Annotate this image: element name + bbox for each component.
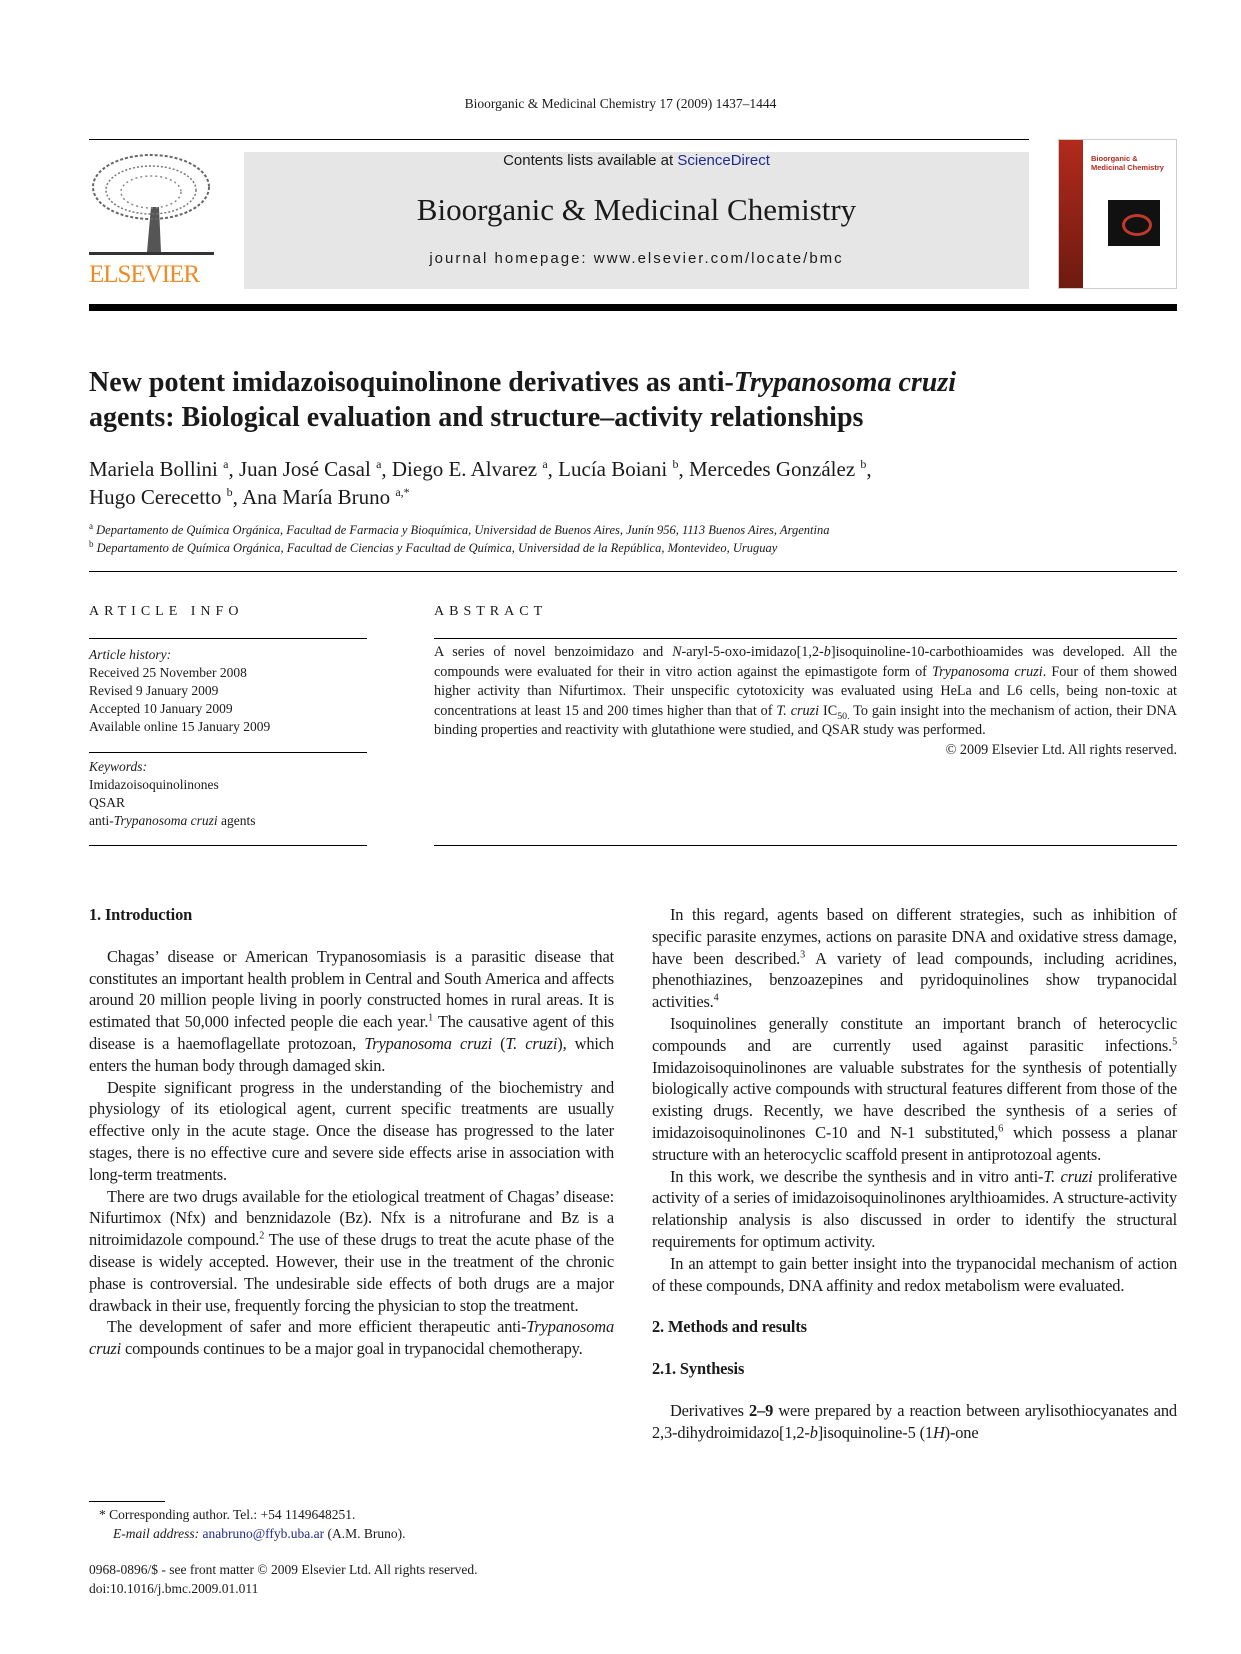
footnote	[89, 1506, 614, 1543]
text-segment: 3	[800, 949, 806, 961]
email-link[interactable]: anabruno@ffyb.uba.ar	[202, 1525, 325, 1541]
paragraph	[652, 1013, 1177, 1166]
divider	[89, 638, 367, 639]
text-segment: 1	[428, 1012, 434, 1024]
copyright: © 2009 Elsevier Ltd. All rights reserved.	[945, 741, 1177, 758]
divider	[89, 752, 367, 753]
text-segment: 4	[713, 992, 719, 1004]
text-segment: ]isoquinoline-5 (1	[817, 1422, 933, 1442]
text-segment: Mariela Bollini	[89, 457, 224, 481]
text-line	[434, 643, 1177, 741]
text-line	[89, 483, 1179, 511]
text-segment: T. cruzi	[505, 1033, 558, 1053]
paragraph	[89, 1316, 614, 1360]
email-suffix: (A.M. Bruno).	[324, 1525, 406, 1541]
text-segment: Trypanosoma cruzi	[89, 1317, 614, 1359]
email-label: E-mail address:	[113, 1525, 203, 1541]
text-line	[89, 400, 1179, 435]
text-segment: Departamento de Química Orgánica, Facultad de Ciencias y Facultad de Química, Universidad de la República, Montevideo, Uruguay	[93, 541, 778, 555]
text-segment: ,	[866, 457, 872, 481]
text-line	[89, 539, 1179, 557]
text-segment: IC	[819, 702, 838, 719]
front-matter	[89, 1561, 689, 1598]
journal-title: Bioorganic & Medicinal Chemistry	[416, 192, 857, 227]
text-segment: Imidazoisoquinolinones	[89, 777, 219, 792]
text-line	[89, 812, 367, 830]
text-segment: proliferative activity of a series of imidazoisoquinolinones arylthioamides. A structure-activity relationship analysis is also discussed in order to identify the structural requirements for optimum activity.	[652, 1166, 1178, 1251]
text-segment: T. cruzi	[1043, 1166, 1093, 1186]
right-column	[652, 904, 1177, 1444]
text-segment: In this work, we describe the synthesis and in vitro anti-	[670, 1166, 1044, 1186]
keywords-label: Keywords:	[89, 759, 147, 774]
text-segment: New potent imidazoisoquinolinone derivatives as anti-	[89, 367, 734, 398]
text-line	[89, 794, 367, 812]
section-heading: 2.1. Synthesis	[652, 1359, 745, 1379]
journal-homepage[interactable]: journal homepage: www.elsevier.com/locate/bmc	[429, 250, 844, 267]
text-segment: T. cruzi	[776, 702, 820, 719]
article-history	[89, 646, 367, 736]
journal-cover	[1058, 139, 1177, 289]
footnote-area	[89, 1481, 614, 1598]
text-segment: Despite significant progress in the understanding of the biochemistry and physiology of its etiological agent, current specific treatments are usually effective only in the acute stage. Once the disease has progressed to the later stages, there is no effective cure and severe side effects arise in association with long-term treatments.	[89, 1077, 614, 1184]
tree-icon	[89, 152, 214, 260]
text-segment: b	[823, 644, 831, 660]
text-segment: There are two drugs available for the etiological treatment of Chagas’ disease: Nifurtimox (Nfx) and benznidazole (Bz). Nfx is a nitrofurane and Bz is a nitroimidazole compound.	[89, 1186, 614, 1250]
text-segment: Hugo Cerecetto	[89, 485, 227, 509]
text-segment: ), which enters the human body through damaged skin.	[89, 1033, 614, 1075]
text-segment: b	[860, 457, 867, 471]
text-segment: -aryl-5-oxo-imidazo[1,2-	[681, 644, 824, 660]
paragraph	[652, 1253, 1177, 1297]
contents-prefix: Contents lists available at	[503, 152, 678, 169]
left-column-wrapper	[89, 904, 614, 1598]
doi-line[interactable]: doi:10.1016/j.bmc.2009.01.011	[89, 1580, 259, 1596]
history-item: Accepted 10 January 2009	[89, 701, 233, 716]
text-segment: (	[491, 1033, 506, 1053]
text-segment: N	[672, 644, 682, 660]
author-list	[89, 455, 1179, 511]
text-segment: 2	[259, 1230, 265, 1242]
text-segment: Trypanosoma cruzi	[113, 813, 218, 828]
text-segment: , Ana María Bruno	[232, 485, 396, 509]
paragraph	[89, 1186, 614, 1317]
text-segment: a	[223, 457, 229, 471]
text-segment: compounds continues to be a major goal in trypanocidal chemotherapy.	[121, 1339, 583, 1359]
text-segment: QSAR	[89, 795, 126, 810]
section-heading: 2. Methods and results	[652, 1317, 807, 1337]
history-item: Available online 15 January 2009	[89, 719, 271, 734]
divider	[434, 638, 1177, 639]
text-segment: Trypanosoma cruzi	[733, 367, 957, 398]
affiliations	[89, 521, 1179, 557]
text-segment: b	[226, 485, 233, 499]
text-segment: Trypanosoma cruzi	[932, 663, 1043, 680]
issn-line: 0968-0896/$ - see front matter © 2009 Elsevier Ltd. All rights reserved.	[89, 1562, 478, 1577]
text-segment: Imidazoisoquinolinones are valuable substrates for the synthesis of potentially biologically active compounds with structural features different from those of the existing drugs. Recently, we have described the synthesis of a series of imidazoisoquinolinones C-10 and N-1 substituted,	[652, 1057, 1177, 1142]
text-segment: Isoquinolines generally constitute an important branch of heterocyclic compounds and are currently used against parasitic infections.	[652, 1013, 1177, 1055]
footnote-rule	[89, 1501, 165, 1502]
abstract-text	[434, 643, 1177, 761]
history-item: Received 25 November 2008	[89, 665, 247, 680]
text-segment: A series of novel benzoimidazo and	[434, 644, 673, 660]
sciencedirect-link[interactable]: ScienceDirect	[677, 152, 770, 169]
text-segment: , Juan José Casal	[228, 457, 377, 481]
text-segment: 50.	[837, 710, 850, 722]
top-rule	[89, 139, 1029, 140]
text-segment: , Lucía Boiani	[547, 457, 673, 481]
divider	[89, 571, 1177, 572]
article-header	[89, 365, 1179, 557]
publisher-logo-text: ELSEVIER	[89, 261, 200, 288]
text-segment: In this regard, agents based on different strategies, such as inhibition of specific parasite enzymes, actions on parasite DNA and oxidative stress damage, have been described.	[652, 905, 1177, 968]
divider	[89, 845, 367, 846]
text-segment: . Four of them showed higher activity than Nifurtimox. Their unspecific cytotoxicity was evaluated using HeLa and L6 cells, being non-toxic at concentrations at least 15 and 200 times higher than that of	[434, 663, 1177, 719]
text-segment: 2–9	[749, 1400, 774, 1420]
journal-masthead	[244, 152, 1029, 289]
abstract-heading: ABSTRACT	[434, 604, 548, 619]
text-segment: Derivatives	[670, 1400, 750, 1420]
text-segment: a	[542, 457, 548, 471]
history-label: Article history:	[89, 647, 172, 662]
text-segment: which possess a planar structure with an heterocyclic scaffold present in antiprotozoal agents.	[652, 1122, 1177, 1164]
text-segment: ]isoquinoline-10-carbothioamides was developed. All the compounds were evaluated for their in vitro action against the epimastigote form of	[434, 644, 1177, 680]
elsevier-logo	[89, 152, 214, 289]
left-column	[89, 904, 614, 1360]
paragraph	[652, 1400, 1177, 1444]
text-line	[89, 521, 1179, 539]
keywords	[89, 758, 367, 830]
history-item: Revised 9 January 2009	[89, 683, 219, 698]
text-segment: The use of these drugs to treat the acute phase of the disease is widely accepted. However, their use in the treatment of the chronic phase is controversial. The undesirable side effects of both drugs are a major drawback in their use, frequently forcing the physician to stop the treatment.	[89, 1230, 615, 1315]
paragraph	[652, 904, 1177, 1013]
divider	[434, 845, 1177, 846]
article-info-heading: ARTICLE INFO	[89, 604, 244, 619]
paragraph	[652, 1166, 1177, 1253]
text-line	[89, 365, 1179, 400]
text-segment: b	[809, 1422, 818, 1442]
article-title	[89, 365, 1179, 435]
corresponding-author: * Corresponding author. Tel.: +54 1149648251.	[99, 1507, 356, 1522]
text-segment: H	[932, 1422, 945, 1442]
paragraph	[89, 946, 614, 1077]
running-header: Bioorganic & Medicinal Chemistry 17 (2009) 1437–1444	[464, 96, 777, 111]
text-segment: , Diego E. Alvarez	[381, 457, 543, 481]
text-segment: a	[376, 457, 382, 471]
text-segment: Trypanosoma cruzi	[364, 1033, 492, 1053]
text-segment: anti-	[89, 813, 114, 828]
text-segment: 5	[1172, 1036, 1177, 1048]
text-segment: agents	[217, 813, 256, 828]
text-segment: To gain insight into the mechanism of action, their DNA binding properties and reactivity with glutathione were studied, and QSAR study was performed.	[434, 702, 1178, 739]
text-segment: The development of safer and more efficient therapeutic anti-	[107, 1317, 527, 1337]
text-segment: b	[89, 538, 94, 549]
text-segment: 6	[998, 1123, 1004, 1135]
text-segment: agents: Biological evaluation and structure–activity relationships	[89, 402, 864, 433]
text-segment: b	[672, 457, 679, 471]
header-thick-rule	[89, 304, 1177, 311]
text-line	[89, 455, 1179, 483]
text-line	[89, 776, 367, 794]
text-segment: )-one	[944, 1422, 979, 1442]
text-segment: A variety of lead compounds, including acridines, phenothiazines, benzoazepines and pyridoquinolines show trypanocidal activities.	[652, 948, 1177, 1012]
cover-title: Bioorganic & Medicinal Chemistry	[1091, 154, 1164, 172]
section-heading: 1. Introduction	[89, 905, 193, 924]
text-segment: Chagas’ disease or American Trypanosomiasis is a parasitic disease that constitutes an important health problem in Central and South America and affects around 20 million people living in poorly constructed homes in rural areas. It is estimated that 50,000 infected people die each year.	[89, 946, 614, 1032]
text-segment: a	[89, 520, 93, 531]
paragraph	[89, 1077, 614, 1186]
text-segment: were prepared by a reaction between arylisothiocyanates and 2,3-dihydroimidazo[1,2-	[652, 1400, 1177, 1442]
text-segment: Departamento de Química Orgánica, Facultad de Farmacia y Bioquímica, Universidad de Buenos Aires, Junín 956, 1113 Buenos Aires, Argentina	[93, 523, 830, 537]
text-segment: The causative agent of this disease is a haemoflagellate protozoan,	[89, 1012, 615, 1053]
text-segment: , Mercedes González	[678, 457, 861, 481]
text-segment: a,*	[395, 485, 410, 499]
text-segment: In an attempt to gain better insight into the trypanocidal mechanism of action of these compounds, DNA affinity and redox metabolism were evaluated.	[652, 1253, 1177, 1295]
cover-image	[1108, 200, 1160, 246]
